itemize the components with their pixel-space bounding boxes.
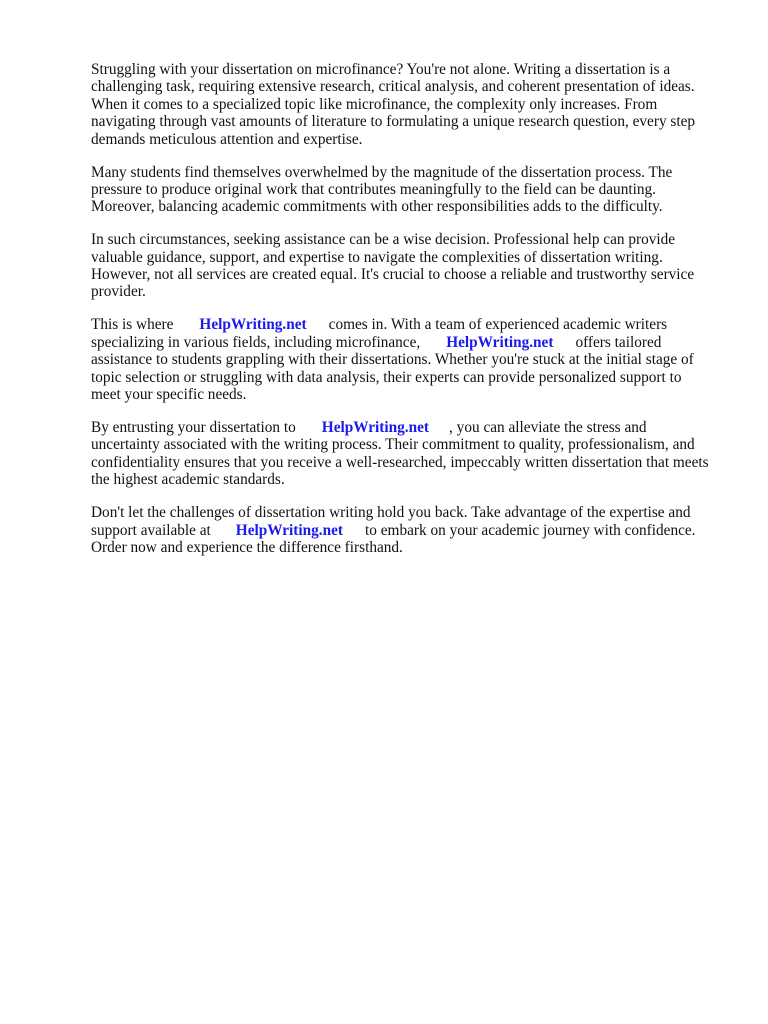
text-line: topic selection or struggling with data analysis, their experts can provide personalized support to <box>91 368 682 386</box>
text-segment: to embark on your academic journey with confidence. <box>365 521 696 539</box>
text-line: the highest academic standards. <box>91 471 285 489</box>
text-segment: support available at <box>91 521 211 539</box>
paragraph-entrusting <box>91 419 721 489</box>
helpwriting-link[interactable]: HelpWriting.net <box>321 419 430 437</box>
text-line: pressure to produce original work that contributes meaningfully to the field can be daunting. <box>91 180 656 198</box>
text-line: provider. <box>91 283 146 301</box>
document-body <box>91 61 721 572</box>
text-line: challenging task, requiring extensive research, critical analysis, and coherent presentation of ideas. <box>91 78 695 96</box>
paragraph-call-to-action <box>91 504 721 556</box>
text-line: meet your specific needs. <box>91 386 247 404</box>
text-segment: This is where <box>91 316 174 334</box>
text-line: demands meticulous attention and expertise. <box>91 130 363 148</box>
paragraph-this-is-where <box>91 316 721 403</box>
text-segment: specializing in various fields, including microfinance, <box>91 333 421 351</box>
text-segment: comes in. With a team of experienced academic writers <box>328 316 668 334</box>
text-line: uncertainty associated with the writing process. Their commitment to quality, professionalism, and <box>91 436 695 454</box>
text-line: Don't let the challenges of dissertation writing hold you back. Take advantage of the expertise and <box>91 504 691 522</box>
paragraph-assistance <box>91 231 721 301</box>
helpwriting-link[interactable]: HelpWriting.net <box>446 333 554 351</box>
text-line <box>91 334 721 351</box>
text-line <box>91 316 721 333</box>
paragraph-intro <box>91 61 721 148</box>
text-segment: By entrusting your dissertation to <box>91 419 296 437</box>
text-line: Struggling with your dissertation on microfinance? You're not alone. Writing a dissertation is a <box>91 61 671 78</box>
text-segment: offers tailored <box>575 333 662 351</box>
paragraph-overwhelmed <box>91 164 721 216</box>
text-line: Moreover, balancing academic commitments with other responsibilities adds to the difficulty. <box>91 198 663 216</box>
text-line: When it comes to a specialized topic like microfinance, the complexity only increases. From <box>91 95 658 113</box>
text-line: Order now and experience the difference firsthand. <box>91 538 403 556</box>
text-line: valuable guidance, support, and expertise to navigate the complexities of dissertation writing. <box>91 248 663 266</box>
text-line <box>91 419 721 436</box>
text-line: navigating through vast amounts of literature to formulating a unique research question, every step <box>91 113 696 131</box>
text-line: However, not all services are created equal. It's crucial to choose a reliable and trustworthy service <box>91 266 695 284</box>
helpwriting-link[interactable]: HelpWriting.net <box>199 316 307 334</box>
text-line: confidentiality ensures that you receive a well-researched, impeccably written dissertation that meets <box>91 453 709 471</box>
text-line <box>91 522 721 539</box>
text-line: In such circumstances, seeking assistance can be a wise decision. Professional help can provide <box>91 231 676 249</box>
text-segment: , you can alleviate the stress and <box>449 419 647 437</box>
helpwriting-link[interactable]: HelpWriting.net <box>235 521 344 539</box>
text-line: assistance to students grappling with their dissertations. Whether you're stuck at the initial stage of <box>91 351 694 369</box>
text-line: Many students find themselves overwhelmed by the magnitude of the dissertation process. The <box>91 163 673 181</box>
